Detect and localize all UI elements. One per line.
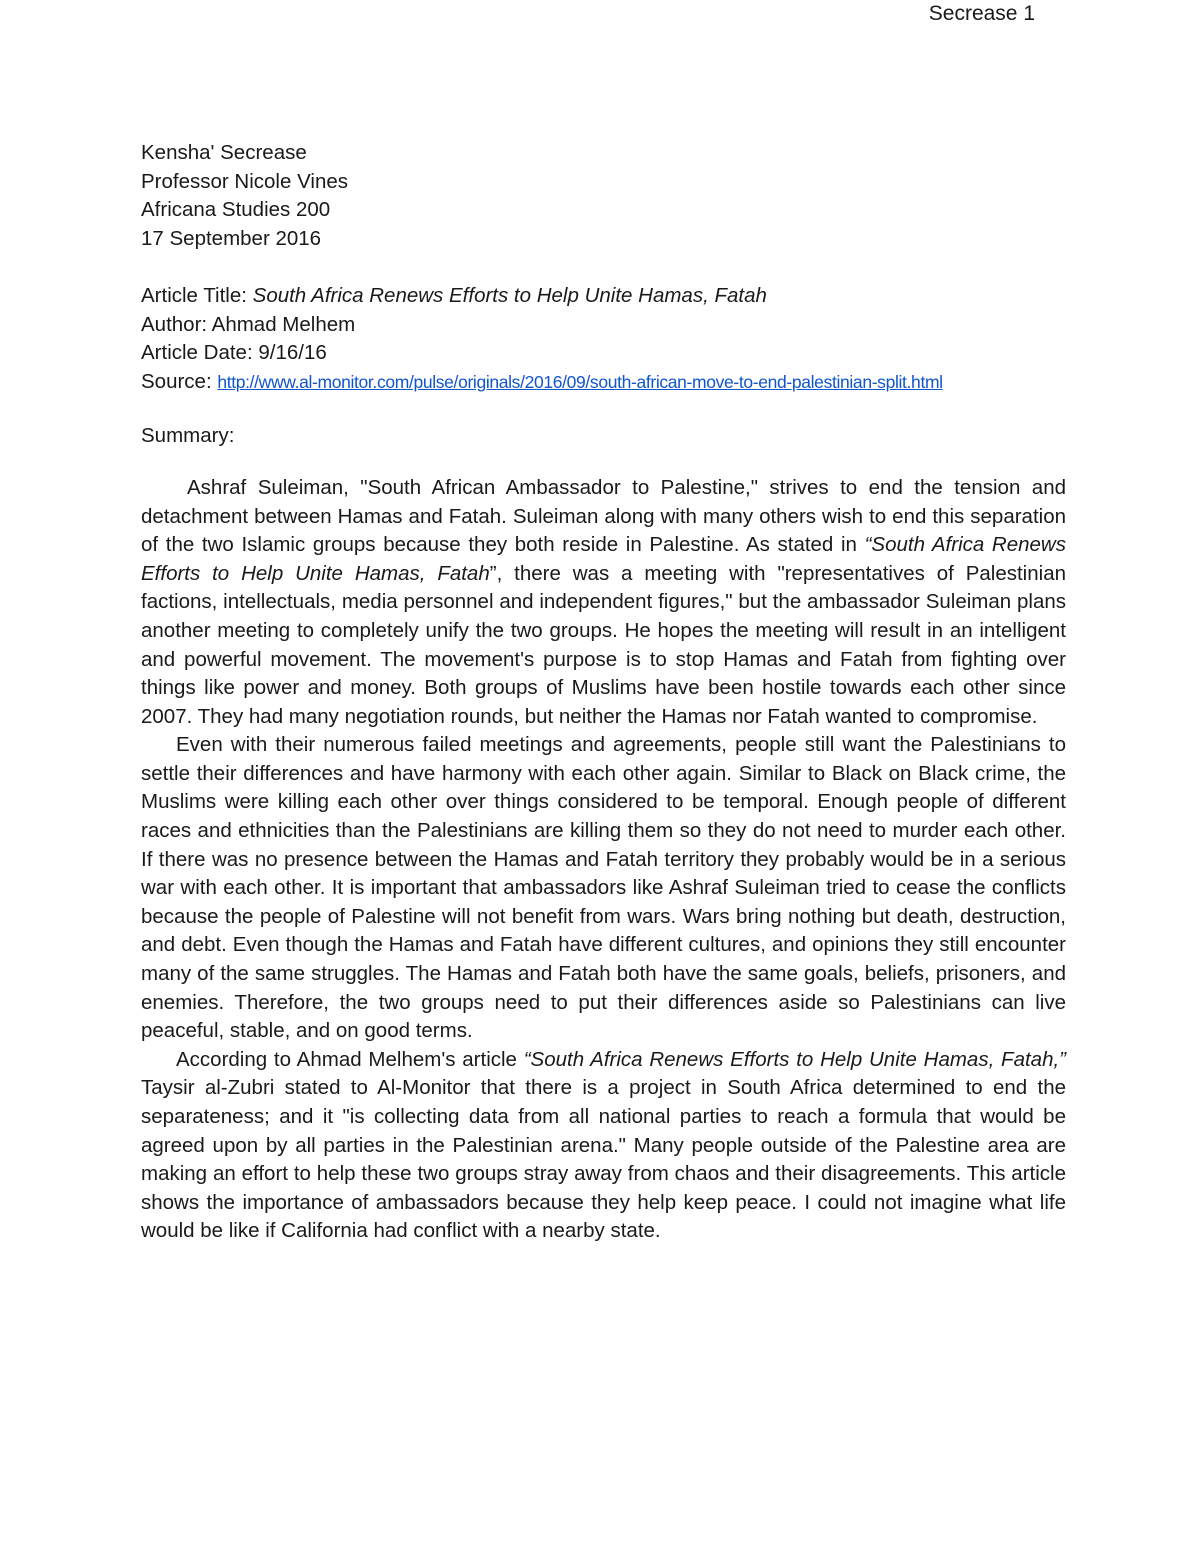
spacer [141, 253, 1066, 282]
mla-heading [141, 139, 1066, 253]
article-title-citation: “South Africa Renews Efforts to Help Unite Hamas, Fatah,” [523, 1047, 1066, 1071]
spacer [141, 451, 1066, 474]
paragraph-text: ”, there was a meeting with "representatives of Palestinian factions, intellectuals, media personnel and independent figures," but the ambassador Suleiman plans another meeting to completely unify the two groups. He hopes the meeting will result in an intelligent and powerful movement. The movement's purpose is to stop Hamas and Fatah from fighting over things like power and money. Both groups of Muslims have been hostile towards each other since 2007. They had many negotiation rounds, but neither the Hamas nor Fatah wanted to compromise. [141, 561, 1066, 728]
article-author: Author: Ahmad Melhem [141, 312, 356, 336]
student-name: Kensha' Secrease [141, 141, 307, 164]
article-title-citation: “South Africa Renews Efforts to Help Unite Hamas, Fatah [141, 533, 1066, 585]
article-info [141, 282, 1066, 396]
spacer [141, 396, 1066, 422]
heading-date: 17 September 2016 [141, 226, 322, 250]
summary-paragraph-1 [141, 474, 1066, 731]
professor-name: Professor Nicole Vines [141, 169, 348, 193]
source-label: Source: [141, 369, 218, 393]
article-title: South Africa Renews Efforts to Help Unite Hamas, Fatah [252, 283, 767, 307]
paragraph-text: Ashraf Suleiman, "South African Ambassador to Palestine," strives to end the tension and detachment between Hamas and Fatah. Suleiman along with many others wish to end this separation of the two Islamic groups because they both reside in Palestine. As stated in [141, 475, 1066, 557]
article-title-label: Article Title: [141, 283, 253, 307]
summary-paragraph-3 [141, 1046, 1066, 1246]
summary-label: Summary: [141, 424, 235, 448]
running-header: Secrease 1 [928, 2, 1035, 25]
article-title-line [141, 282, 1066, 311]
course-name: Africana Studies 200 [141, 198, 331, 222]
paragraph-text: According to Ahmad Melhem's article [176, 1047, 524, 1071]
source-link[interactable]: http://www.al-monitor.com/pulse/originals/2016/09/south-african-move-to-end-palestinian-split.html [217, 371, 943, 392]
summary-paragraph-2: Even with their numerous failed meetings and agreements, people still want the Palestinians to settle their differences and have harmony with each other again. Similar to Black on Black crime, the Muslims were killing each other over things considered to be temporal. Enough people of different races and ethnicities than the Palestinians are killing them so they do not need to murder each other. If there was no presence between the Hamas and Fatah territory they probably would be in a serious war with each other. It is important that ambassadors like Ashraf Suleiman tried to cease the conflicts because the people of Palestine will not benefit from wars. Wars bring nothing but death, destruction, and debt. Even though the Hamas and Fatah have different cultures, and opinions they still encounter many of the same struggles. The Hamas and Fatah both have the same goals, beliefs, prisoners, and enemies. Therefore, the two groups need to put their differences aside so Palestinians can live peaceful, stable, and on good terms. [141, 733, 1066, 1043]
document-body [141, 139, 1066, 1246]
paragraph-text: Taysir al-Zubri stated to Al-Monitor that there is a project in South Africa determined to end the separateness; and it "is collecting data from all national parties to reach a formula that would be agreed upon by all parties in the Palestinian arena." Many people outside of the Palestine area are making an effort to help these two groups stray away from chaos and their disagreements. This article shows the importance of ambassadors because they help keep peace. I could not imagine what life would be like if California had conflict with a nearby state. [141, 1076, 1066, 1243]
article-date: Article Date: 9/16/16 [141, 341, 327, 365]
article-source-line [141, 368, 1066, 397]
